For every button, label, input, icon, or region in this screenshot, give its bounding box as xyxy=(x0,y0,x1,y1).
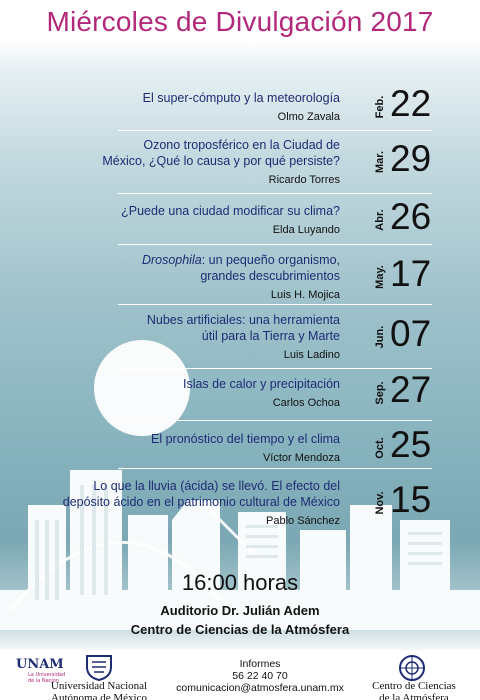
event-talk-title xyxy=(10,431,340,447)
info-label: Informes xyxy=(239,658,281,670)
event-month-label: Oct. xyxy=(374,437,386,459)
event-day: 26 xyxy=(390,196,432,237)
event-talk-title-line: depósito ácido en el patrimonio cultural de México xyxy=(62,495,340,509)
contact-email[interactable]: comunicacion@atmosfera.unam.mx xyxy=(176,682,344,694)
event-talk-title xyxy=(10,252,340,284)
cca-name-line2: de la Atmósfera xyxy=(379,692,449,700)
event-day: 25 xyxy=(390,424,432,465)
event-month xyxy=(372,84,388,130)
event-talk-title-line: Ozono troposférico en la Ciudad de xyxy=(143,138,340,152)
event-speaker: Luis H. Mojica xyxy=(270,289,340,301)
event-talk-title-line: El super-cómputo y la meteorología xyxy=(142,91,340,105)
event-speaker: Pablo Sánchez xyxy=(266,515,340,527)
event-separator xyxy=(118,420,432,421)
venue-center: Centro de Ciencias de la Atmósfera xyxy=(130,622,350,637)
event-day: 07 xyxy=(390,313,432,354)
unam-name xyxy=(44,680,154,700)
event-talk-title-line: grandes descubrimientos xyxy=(200,269,340,283)
event-talk-title-line xyxy=(10,252,340,268)
event-separator xyxy=(118,244,432,245)
cca-logo-icon xyxy=(398,654,426,682)
event-separator xyxy=(118,304,432,305)
event-talk-title xyxy=(10,376,340,392)
unam-seal-icon xyxy=(84,653,114,681)
footer xyxy=(0,650,480,700)
event-day: 22 xyxy=(390,83,432,124)
event-separator xyxy=(118,130,432,131)
unam-name-line1: Universidad Nacional xyxy=(50,680,148,692)
event-talk-title xyxy=(10,137,340,169)
event-day: 15 xyxy=(390,479,432,520)
svg-text:La Universidad: La Universidad xyxy=(28,672,66,678)
event-month xyxy=(372,254,388,300)
event-month xyxy=(372,370,388,416)
event-talk-title-line: El pronóstico del tiempo y el clima xyxy=(151,432,340,446)
event-month-label: Feb. xyxy=(374,95,386,119)
event-talk-title xyxy=(10,312,340,344)
event-speaker: Carlos Ochoa xyxy=(272,397,340,409)
event-talk-title-line: Islas de calor y precipitación xyxy=(182,377,340,391)
event-month xyxy=(372,197,388,243)
event-month-label: Jun. xyxy=(374,325,386,349)
event-time: 16:00 horas xyxy=(181,570,299,595)
event-talk-title xyxy=(10,90,340,106)
cca-name-line1: Centro de Ciencias xyxy=(372,680,456,692)
event-month-label: Nov. xyxy=(374,491,386,515)
event-separator xyxy=(118,468,432,469)
event-day: 17 xyxy=(390,253,432,294)
event-month xyxy=(372,425,388,471)
svg-text:de la Nación: de la Nación xyxy=(28,678,60,684)
event-separator xyxy=(118,368,432,369)
event-month xyxy=(372,480,388,526)
event-speaker: Olmo Zavala xyxy=(277,111,340,123)
venue-name: Auditorio Dr. Julián Adem xyxy=(160,603,320,618)
contact-info xyxy=(160,658,360,694)
event-month-label: Mar. xyxy=(374,150,386,174)
event-speaker: Ricardo Torres xyxy=(268,174,340,186)
event-day: 29 xyxy=(390,138,432,179)
event-talk-title xyxy=(10,203,340,219)
event-month-label: Abr. xyxy=(374,209,386,231)
event-speaker: Víctor Mendoza xyxy=(262,452,340,464)
phone-number: 56 22 40 70 xyxy=(232,670,288,682)
event-speaker: Luis Ladino xyxy=(283,349,340,361)
event-talk-title-rest: : un pequeño organismo, xyxy=(201,253,340,267)
event-separator xyxy=(118,193,432,194)
event-talk-title-line: México, ¿Qué lo causa y por qué persiste? xyxy=(102,154,340,168)
unam-name-line2: Autónoma de México xyxy=(51,692,147,700)
event-talk-title-line: Lo que la lluvia (ácida) se llevó. El efecto del xyxy=(93,479,340,493)
event-day: 27 xyxy=(390,369,432,410)
event-talk-title-line: útil para la Tierra y Marte xyxy=(201,329,340,343)
event-talk-title-italic: Drosophila xyxy=(141,253,202,267)
event-month-label: May. xyxy=(374,265,386,289)
poster-title: Miércoles de Divulgación 2017 xyxy=(46,6,434,37)
event-speaker: Elda Luyando xyxy=(272,224,340,236)
cca-name xyxy=(355,680,473,700)
event-month-label: Sep. xyxy=(374,381,386,405)
svg-text:UNAM: UNAM xyxy=(16,657,64,672)
event-talk-title-line: Nubes artificiales: una herramienta xyxy=(146,313,340,327)
event-talk-title-line: ¿Puede una ciudad modificar su clima? xyxy=(121,204,340,218)
event-month xyxy=(372,139,388,185)
event-month xyxy=(372,314,388,360)
event-talk-title xyxy=(10,478,340,510)
